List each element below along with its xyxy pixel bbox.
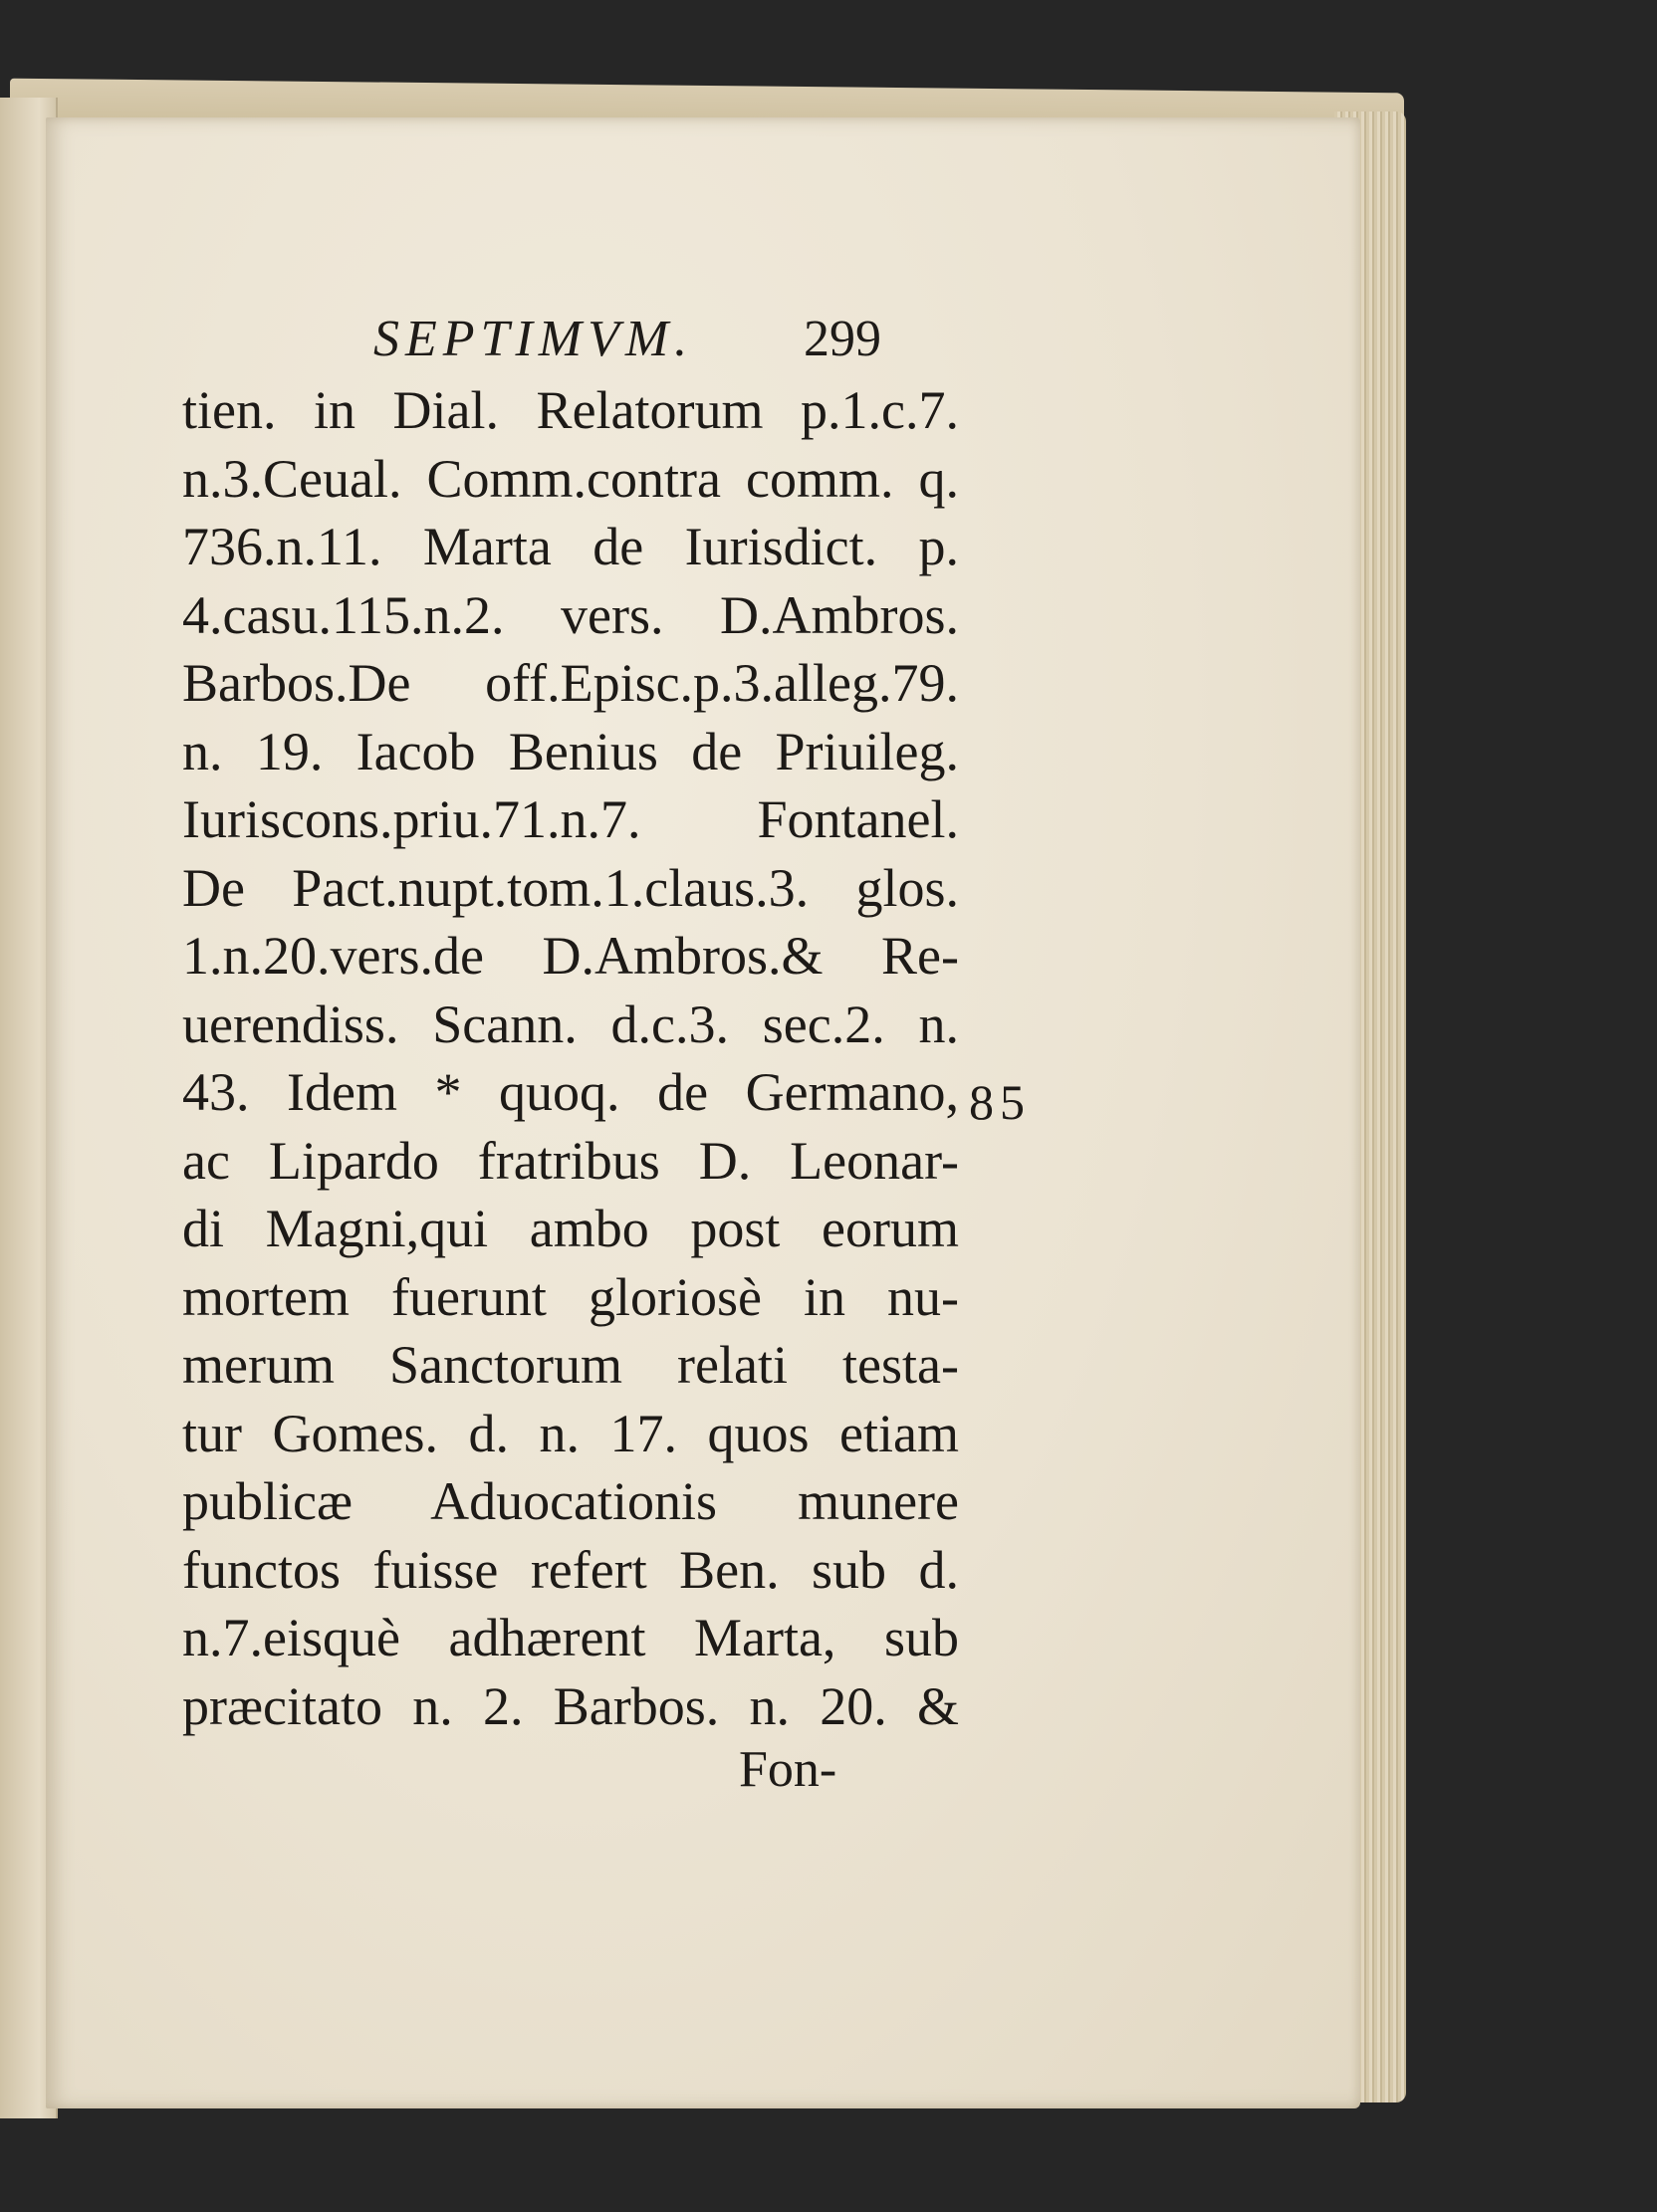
text-line: n.3.Ceual. Comm.contra comm. q. bbox=[182, 448, 959, 509]
text-line: De Pact.nupt.tom.1.claus.3. glos. bbox=[182, 857, 959, 918]
text-line: mortem fuerunt gloriosè in nu- bbox=[182, 1266, 959, 1327]
text-line: 736.n.11. Marta de Iurisdict. p. bbox=[182, 517, 959, 576]
text-line: functos fuisse refert Ben. sub d. bbox=[182, 1539, 959, 1600]
text-line: di Magni,qui ambo post eorum bbox=[182, 1199, 959, 1258]
text-line: uerendiss. Scann. d.c.3. sec.2. n. bbox=[182, 994, 959, 1054]
text-line: Barbos.De off.Episc.p.3.alleg.79. bbox=[182, 653, 959, 713]
text-line: præcitato n. 2. Barbos. n. 20. & bbox=[182, 1675, 959, 1736]
text-line: 4.casu.115.n.2. vers. D.Ambros. bbox=[182, 584, 959, 645]
body-text bbox=[182, 376, 959, 1740]
text-line: tien. in Dial. Relatorum p.1.c.7. bbox=[182, 380, 959, 440]
text-line: Iuriscons.priu.71.n.7. Fontanel. bbox=[182, 789, 959, 849]
running-head: SEPTIMVM. bbox=[373, 311, 694, 367]
text-line: publicæ Aduocationis munere bbox=[182, 1471, 959, 1531]
margin-note: 85 bbox=[969, 1074, 1031, 1130]
page-number: 299 bbox=[804, 311, 881, 367]
text-line: merum Sanctorum relati testa- bbox=[182, 1335, 959, 1395]
text-line: n.7.eisquè adhærent Marta, sub bbox=[182, 1608, 959, 1667]
text-line: ac Lipardo fratribus D. Leonar- bbox=[182, 1130, 959, 1191]
text-line: 43. Idem * quoq. de Germano, bbox=[182, 1062, 959, 1122]
page-header bbox=[373, 310, 881, 369]
text-line: tur Gomes. d. n. 17. quos etiam bbox=[182, 1403, 959, 1463]
text-line: n. 19. Iacob Benius de Priuileg. bbox=[182, 721, 959, 781]
catchword: Fon- bbox=[739, 1741, 837, 1798]
text-line: 1.n.20.vers.de D.Ambros.& Re- bbox=[182, 926, 959, 986]
